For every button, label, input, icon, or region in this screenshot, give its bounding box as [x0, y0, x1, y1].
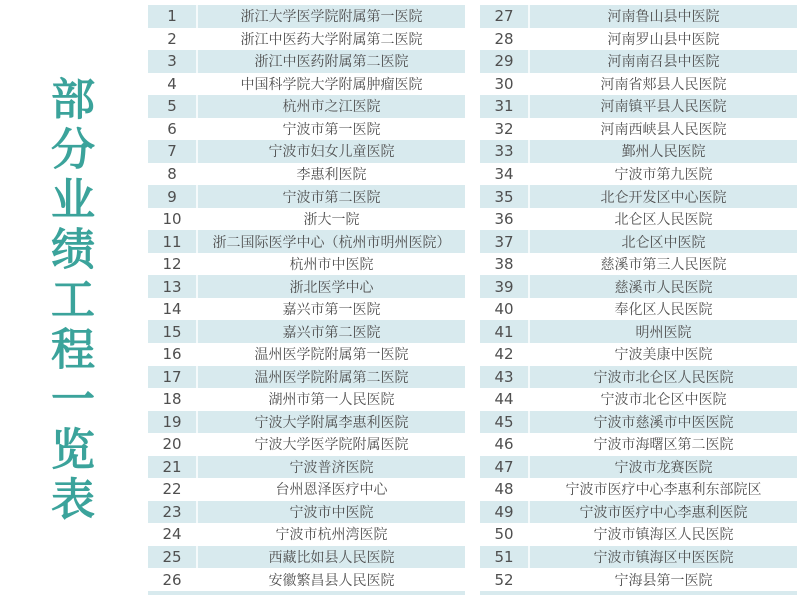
- row-number: 26: [148, 568, 198, 591]
- table-row: [148, 343, 465, 366]
- table-row: [148, 50, 465, 73]
- table-row: [480, 568, 797, 591]
- row-number: 31: [480, 95, 530, 118]
- table-row: [480, 388, 797, 411]
- row-number: 19: [148, 411, 198, 434]
- row-number: 15: [148, 320, 198, 343]
- hospital-name: 鄞州人民医院: [621, 144, 706, 161]
- hospital-name: 北仑区人民医院: [614, 212, 713, 229]
- hospital-name: 宁波市慈溪市中医医院: [593, 414, 734, 431]
- table-row: [480, 366, 797, 389]
- table-row: [148, 546, 465, 569]
- row-number: 34: [480, 163, 530, 186]
- table-row: [148, 253, 465, 276]
- row-number: 17: [148, 366, 198, 389]
- table-row: [148, 275, 465, 298]
- hospital-name: 宁波市镇海区人民医院: [593, 527, 734, 544]
- table-row: [480, 546, 797, 569]
- hospital-name: 温州医学院附属第二医院: [254, 369, 409, 386]
- table-row: [480, 73, 797, 96]
- table-row: [480, 253, 797, 276]
- row-number: 38: [480, 253, 530, 276]
- hospital-name: 浙江中医药附属第二医院: [254, 54, 409, 71]
- table-row: [480, 478, 797, 501]
- row-number: 39: [480, 275, 530, 298]
- row-number: 1: [148, 5, 198, 28]
- hospital-name: 宁波大学医学院附属医院: [254, 437, 409, 454]
- row-number: 51: [480, 546, 530, 569]
- hospital-name: 湖州市第一人民医院: [268, 392, 395, 409]
- row-number: 13: [148, 275, 198, 298]
- table-row: [148, 163, 465, 186]
- hospital-name: 浙北医学中心: [289, 279, 374, 296]
- hospital-name: 河南罗山县中医院: [607, 31, 720, 48]
- hospital-name: 宁波市医疗中心李惠利东部院区: [565, 482, 762, 499]
- hospital-name: 宁波市海曙区第二医院: [593, 437, 734, 454]
- table-row: [148, 95, 465, 118]
- table-row: [148, 28, 465, 51]
- table-row: [480, 411, 797, 434]
- row-number: 36: [480, 208, 530, 231]
- row-number: 28: [480, 28, 530, 51]
- row-number: 11: [148, 230, 198, 253]
- row-number: 40: [480, 298, 530, 321]
- row-number: 42: [480, 343, 530, 366]
- table-row: [480, 163, 797, 186]
- row-number: 8: [148, 163, 198, 186]
- hospital-name: 宁波市北仑区人民医院: [593, 369, 734, 386]
- row-number: 10: [148, 208, 198, 231]
- table-row: [480, 230, 797, 253]
- row-number: 12: [148, 253, 198, 276]
- hospital-name: 宁波大学附属李惠利医院: [254, 414, 409, 431]
- hospital-name: 中国科学院大学附属肿瘤医院: [240, 76, 423, 93]
- hospital-name: 宁波市镇海区中医医院: [593, 550, 734, 567]
- table-row: [148, 411, 465, 434]
- hospital-table-left: [148, 5, 465, 595]
- table-row: [480, 523, 797, 546]
- hospital-table-right: [480, 5, 797, 595]
- hospital-name: 河南省郏县人民医院: [600, 76, 727, 93]
- table-row: [148, 298, 465, 321]
- row-number: 3: [148, 50, 198, 73]
- table-row: [148, 208, 465, 231]
- row-number: 30: [480, 73, 530, 96]
- row-number: 29: [480, 50, 530, 73]
- table-row: [148, 478, 465, 501]
- row-number: 32: [480, 118, 530, 141]
- table-row: [148, 366, 465, 389]
- row-number: 33: [480, 140, 530, 163]
- table-row: [480, 275, 797, 298]
- table-row: [480, 50, 797, 73]
- row-number: 48: [480, 478, 530, 501]
- table-row: [480, 208, 797, 231]
- hospital-name: 奉化区人民医院: [614, 302, 713, 319]
- row-number: 23: [148, 501, 198, 524]
- table-row: [480, 343, 797, 366]
- row-number: 21: [148, 456, 198, 479]
- row-number: 18: [148, 388, 198, 411]
- row-number: 24: [148, 523, 198, 546]
- row-number: 47: [480, 456, 530, 479]
- hospital-name: 明州医院: [635, 324, 692, 341]
- hospital-name: 慈溪市人民医院: [614, 279, 713, 296]
- row-number: 27: [480, 5, 530, 28]
- row-number: 22: [148, 478, 198, 501]
- hospital-name: 宁波市中医院: [289, 504, 374, 521]
- row-number: 45: [480, 411, 530, 434]
- hospital-name: 杭州市之江医院: [282, 99, 381, 116]
- hospital-name: 西藏比如县人民医院: [268, 550, 395, 567]
- hospital-name: 北仑区中医院: [621, 234, 706, 251]
- row-number: 49: [480, 501, 530, 524]
- table-row: [480, 140, 797, 163]
- hospital-name: 嘉兴市第一医院: [282, 302, 381, 319]
- hospital-name: 宁波市第一医院: [282, 121, 381, 138]
- row-number: 14: [148, 298, 198, 321]
- table-row: [480, 118, 797, 141]
- table-row: [480, 95, 797, 118]
- row-number: 44: [480, 388, 530, 411]
- table-row: [148, 320, 465, 343]
- hospital-name: 浙二国际医学中心（杭州市明州医院）: [212, 234, 451, 251]
- hospital-name: 浙大一院: [303, 212, 360, 229]
- row-number: 6: [148, 118, 198, 141]
- row-number: 5: [148, 95, 198, 118]
- table-row: [480, 28, 797, 51]
- hospital-name: 杭州市中医院: [289, 257, 374, 274]
- hospital-name: 宁波市北仑区中医院: [600, 392, 727, 409]
- row-number: 7: [148, 140, 198, 163]
- hospital-name: 浙江大学医学院附属第一医院: [240, 9, 423, 26]
- table-row: [148, 523, 465, 546]
- row-number: 25: [148, 546, 198, 569]
- hospital-name: 河南南召县中医院: [607, 54, 720, 71]
- row-number: 9: [148, 185, 198, 208]
- table-row: [148, 118, 465, 141]
- table-row: [480, 501, 797, 524]
- hospital-name: 宁波市第九医院: [614, 166, 713, 183]
- table-row: [148, 73, 465, 96]
- row-number: 43: [480, 366, 530, 389]
- hospital-name: 宁波美康中医院: [614, 347, 713, 364]
- hospital-name: 河南镇平县人民医院: [600, 99, 727, 116]
- hospital-name: 宁波市第二医院: [282, 189, 381, 206]
- hospital-name: 宁海县第一医院: [614, 572, 713, 589]
- table-row: [148, 230, 465, 253]
- row-number: 2: [148, 28, 198, 51]
- hospital-name: 宁波市医疗中心李惠利医院: [579, 504, 748, 521]
- table-row: [480, 298, 797, 321]
- hospital-name: 浙江中医药大学附属第二医院: [240, 31, 423, 48]
- table-row: [480, 5, 797, 28]
- row-number: 37: [480, 230, 530, 253]
- row-number: 35: [480, 185, 530, 208]
- hospital-name: 宁波市杭州湾医院: [275, 527, 388, 544]
- hospital-name: 北仑开发区中心医院: [600, 189, 727, 206]
- table-row: [148, 433, 465, 456]
- hospital-name: 河南西峡县人民医院: [600, 121, 727, 138]
- hospital-name: 宁波市龙赛医院: [614, 459, 713, 476]
- row-number: 50: [480, 523, 530, 546]
- page-title: 部分业绩工程一览表: [43, 76, 94, 526]
- hospital-name: 宁波市妇女儿童医院: [268, 144, 395, 161]
- row-number: 4: [148, 73, 198, 96]
- table-row: [480, 185, 797, 208]
- hospital-name: 台州恩泽医疗中心: [275, 482, 388, 499]
- table-row: [148, 185, 465, 208]
- hospital-name: 安徽繁昌县人民医院: [268, 572, 395, 589]
- hospital-name: 宁波普济医院: [289, 459, 374, 476]
- row-number: 20: [148, 433, 198, 456]
- table-row: [148, 388, 465, 411]
- hospital-name: 李惠利医院: [296, 166, 367, 183]
- hospital-name: 慈溪市第三人民医院: [600, 257, 727, 274]
- row-number: 41: [480, 320, 530, 343]
- row-number: 46: [480, 433, 530, 456]
- table-row: [480, 320, 797, 343]
- table-row: [480, 433, 797, 456]
- hospital-name: 温州医学院附属第一医院: [254, 347, 409, 364]
- hospital-name: 嘉兴市第二医院: [282, 324, 381, 341]
- hospital-name: 河南鲁山县中医院: [607, 9, 720, 26]
- table-row: [480, 456, 797, 479]
- table-row: [148, 140, 465, 163]
- table-row: [148, 568, 465, 591]
- table-row: [148, 501, 465, 524]
- row-number: 52: [480, 568, 530, 591]
- table-row: [148, 456, 465, 479]
- row-number: 16: [148, 343, 198, 366]
- table-row: [148, 5, 465, 28]
